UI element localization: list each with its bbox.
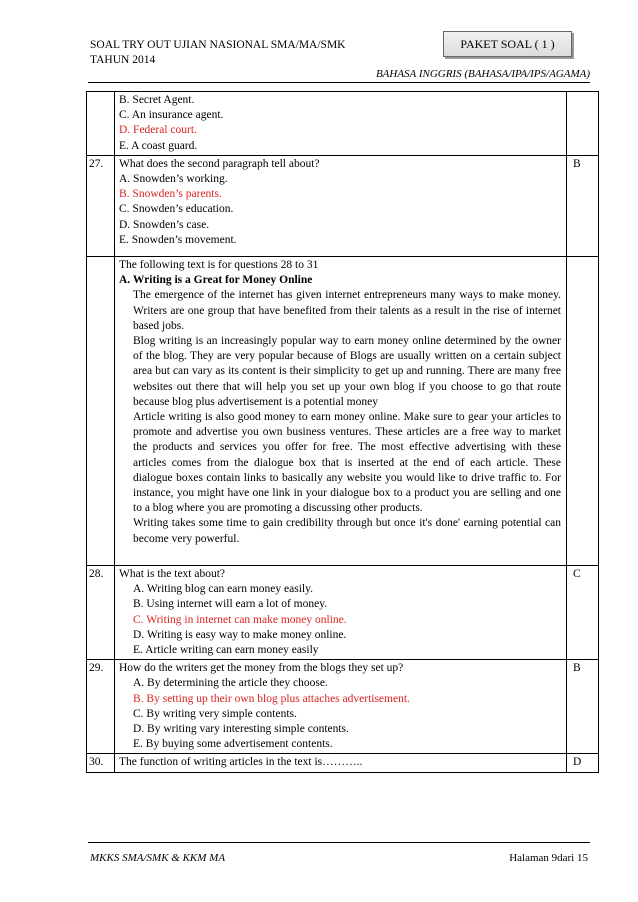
question-text: What is the text about? [119,567,226,580]
paket-soal-badge: PAKET SOAL ( 1 ) [443,31,572,57]
page-number: Halaman 9dari 15 [509,852,588,864]
answer-option: C. By writing very simple contents. [133,707,297,720]
passage-paragraph: Blog writing is an increasingly popular way to earn money online determined by the owner of the blog. They are very popular because of Blogs are usually written on a certain subject area but can vary as its content is their simplicity to get up and running. There are many free websites out there that will help you set up your own blog if you choose to go that route because blog plus advertisement is a potential money [133,335,561,408]
table-row [87,257,599,566]
answer-option: B. Secret Agent. [119,94,195,106]
answer-option: E. A coast guard. [119,139,198,152]
question-number: 30. [87,754,115,772]
answer-option: E. Article writing can earn money easily [133,643,319,656]
options-list [119,676,561,752]
question-body [115,155,567,256]
options-list [119,172,561,248]
passage-paragraph: The emergence of the internet has given internet entrepreneurs many ways to make money. Writers are one group that have benefited from their talents as a result in the rise of internet based jobs. [133,289,561,332]
answer-key: D [567,754,599,772]
answer-key: B [567,660,599,754]
passage-paragraph: Writing takes some time to gain credibility through but once it's done' earning potential can become very powerful. [133,517,561,545]
answer-option: A. Snowden’s working. [119,173,228,186]
question-body [115,565,567,659]
footer-divider [88,842,590,843]
passage-title: A. Writing is a Great for Money Online [119,274,313,287]
answer-option: B. Snowden’s parents. [119,188,222,201]
answer-option: A. By determining the article they choose. [133,677,328,690]
answer-option: A. Writing blog can earn money easily. [133,583,313,596]
question-text: The function of writing articles in the text is……….. [119,756,363,769]
answer-option: D. Federal court. [119,124,197,137]
answer-option: D. Snowden’s case. [119,218,210,231]
subject-label: BAHASA INGGRIS (BAHASA/IPA/IPS/AGAMA) [375,68,590,80]
header-line2: TAHUN 2014 [90,54,156,66]
answer-option: B. By setting up their own blog plus attaches advertisement. [133,692,410,705]
answer-option: C. Writing in internet can make money online. [133,613,347,626]
answer-option: C. An insurance agent. [119,109,224,122]
question-table [86,91,599,773]
header-divider [88,82,590,83]
table-row [87,660,599,754]
question-number [87,92,115,156]
table-row [87,155,599,256]
question-body [115,660,567,754]
options-list [119,582,561,658]
passage-paragraph: Article writing is also good money to earn money online. Make sure to gear your articles to promote and advertise you own business ventures. These articles are a free way to market the products and services you offer for free. The most effective advertising with these articles comes from the dialogue box that is inserted at the end of each article. These dialogue boxes contain links to basically any website you would like to drive traffic to. For instance, you might have one link in your dialogue box to a product you are selling and one to a blog where you are promoting a discussing other products. [133,411,561,515]
question-number: 28. [87,565,115,659]
header-line1: SOAL TRY OUT UJIAN NASIONAL SMA/MA/SMK [90,39,346,51]
answer-option: C. Snowden’s education. [119,203,234,216]
question-body [115,92,567,156]
answer-option: D. Writing is easy way to make money online. [133,628,347,641]
answer-key: B [567,155,599,256]
answer-key [567,92,599,156]
options-list [119,93,561,154]
answer-option: B. Using internet will earn a lot of money. [133,598,328,611]
question-body [115,754,567,772]
answer-option: D. By writing vary interesting simple contents. [133,722,349,735]
header-title-block [90,38,345,68]
question-text: How do the writers get the money from the blogs they set up? [119,662,404,675]
answer-option: E. By buying some advertisement contents. [133,738,333,751]
passage-intro: The following text is for questions 28 to 31 [119,259,319,272]
table-row [87,754,599,772]
answer-option: E. Snowden’s movement. [119,233,237,246]
question-number: 27. [87,155,115,256]
question-text: What does the second paragraph tell about? [119,157,320,170]
table-row [87,565,599,659]
reading-passage [115,257,567,566]
question-number [87,257,115,566]
answer-key: C [567,565,599,659]
table-row [87,92,599,156]
question-number: 29. [87,660,115,754]
answer-key [567,257,599,566]
footer-organization: MKKS SMA/SMK & KKM MA [90,852,226,864]
